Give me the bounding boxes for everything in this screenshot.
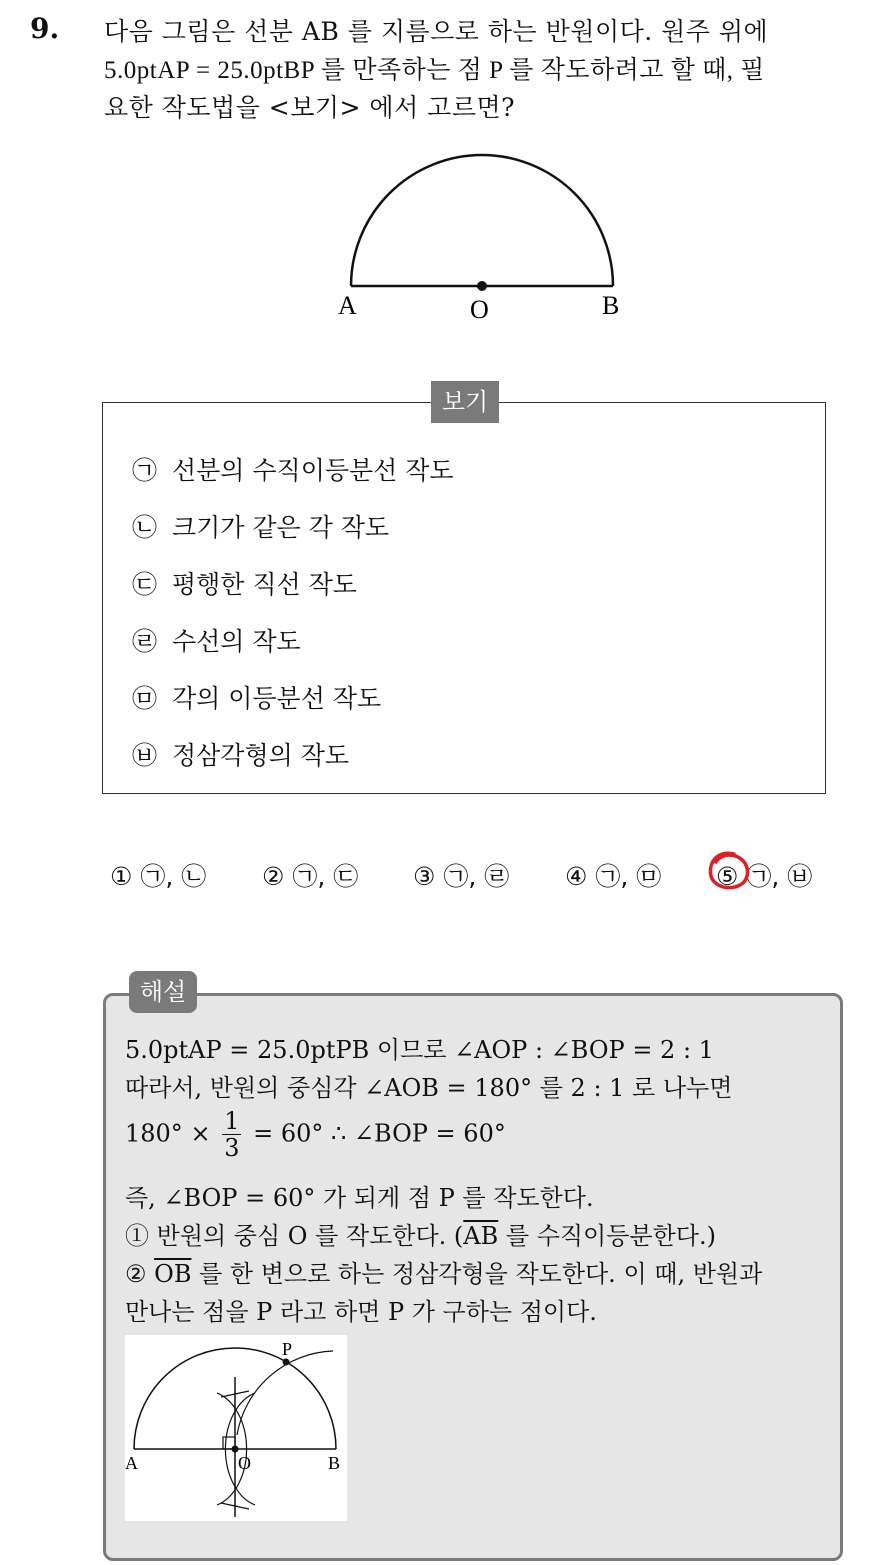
bogi-item-mark: ㉠	[132, 456, 158, 485]
bogi-item-text: 수선의 작도	[172, 627, 301, 656]
question-line-3: 요한 작도법을 <보기> 에서 고르면?	[104, 93, 516, 122]
solution-line-2: 따라서, 반원의 중심각 ∠AOB = 180° 를 2 : 1 로 나누면	[125, 1074, 733, 1102]
label-a: A	[338, 291, 357, 320]
question-line-1: 다음 그림은 선분 AB 를 지름으로 하는 반원이다. 원주 위에	[104, 17, 769, 46]
bogi-item	[132, 622, 301, 658]
fraction-denominator: 3	[224, 1134, 240, 1163]
choice-number: ②	[262, 862, 285, 891]
fraction-numerator: 1	[224, 1107, 240, 1135]
choice-number: ⑤	[716, 862, 739, 891]
bogi-item	[132, 679, 381, 715]
semicircle-arc	[351, 155, 613, 286]
segment-ob: $\overline{OB}$	[154, 1260, 192, 1288]
solution-line-5-pre: ① 반원의 중심 O 를 작도한다. (	[125, 1222, 464, 1250]
choice-1[interactable]	[110, 857, 206, 893]
choice-text: ㉠, ㉡	[140, 862, 207, 891]
fig-label-p: P	[282, 1339, 293, 1359]
fig-label-b: B	[328, 1453, 341, 1473]
bogi-item-mark: ㉣	[132, 627, 158, 656]
construction-figure	[125, 1335, 347, 1521]
choice-number: ③	[413, 862, 436, 891]
bogi-item	[132, 565, 357, 601]
choice-text: ㉠, ㉥	[746, 862, 813, 891]
bogi-item	[132, 451, 454, 487]
solution-line-5	[125, 1216, 716, 1251]
question-number: 9.	[30, 12, 60, 45]
segment-ab: $\overline{AB}$	[463, 1222, 499, 1250]
label-o: O	[470, 295, 489, 324]
solution-line-3-post: = 60° ∴ ∠BOP = 60°	[253, 1119, 506, 1148]
label-b: B	[602, 291, 620, 320]
solution-line-3-pre: 180° ×	[125, 1119, 211, 1148]
bogi-item-text: 정삼각형의 작도	[172, 741, 349, 770]
solution-line-1: 5.0ptAP = 25.0ptPB 이므로 ∠AOP : ∠BOP = 2 : 1	[125, 1036, 714, 1064]
point-p	[283, 1359, 290, 1366]
fig-label-a: A	[125, 1453, 138, 1473]
solution-tag: 해설	[129, 971, 197, 1013]
choice-text: ㉠, ㉤	[595, 862, 662, 891]
solution-line-6	[125, 1254, 762, 1289]
choice-2[interactable]	[262, 857, 358, 893]
solution-line-5-post: 를 수직이등분한다.)	[498, 1222, 716, 1250]
bogi-item	[132, 508, 389, 544]
answer-circle-mark	[704, 848, 754, 896]
solution-line-3	[125, 1108, 506, 1162]
bogi-item-text: 선분의 수직이등분선 작도	[172, 456, 454, 485]
fraction	[222, 1108, 241, 1162]
figure-background	[125, 1335, 347, 1521]
bogi-item	[132, 736, 349, 772]
semicircle-figure	[330, 140, 640, 330]
question-line-2: 5.0ptAP = 25.0ptBP 를 만족하는 점 P 를 작도하려고 할 때, 필	[104, 57, 765, 84]
choice-4[interactable]	[565, 857, 661, 893]
bogi-item-mark: ㉥	[132, 741, 158, 770]
bogi-item-text: 크기가 같은 각 작도	[172, 513, 390, 542]
bogi-item-mark: ㉢	[132, 570, 158, 599]
bogi-item-mark: ㉤	[132, 684, 158, 713]
choice-number: ①	[110, 862, 133, 891]
choice-number: ④	[565, 862, 588, 891]
center-point	[477, 281, 487, 291]
point-o	[232, 1446, 239, 1453]
bogi-tag: 보기	[431, 381, 499, 423]
solution-line-4: 즉, ∠BOP = 60° 가 되게 점 P 를 작도한다.	[125, 1184, 594, 1212]
choice-text: ㉠, ㉣	[443, 862, 510, 891]
choice-text: ㉠, ㉢	[292, 862, 359, 891]
choice-3[interactable]	[413, 857, 509, 893]
solution-line-6-pre: ②	[125, 1260, 155, 1288]
fig-label-o: O	[238, 1453, 251, 1473]
bogi-item-text: 각의 이등분선 작도	[172, 684, 382, 713]
bogi-item-text: 평행한 직선 작도	[172, 570, 357, 599]
bogi-item-mark: ㉡	[132, 513, 158, 542]
solution-line-6-post: 를 한 변으로 하는 정삼각형을 작도한다. 이 때, 반원과	[191, 1260, 763, 1288]
solution-line-7: 만나는 점을 P 라고 하면 P 가 구하는 점이다.	[125, 1298, 597, 1326]
